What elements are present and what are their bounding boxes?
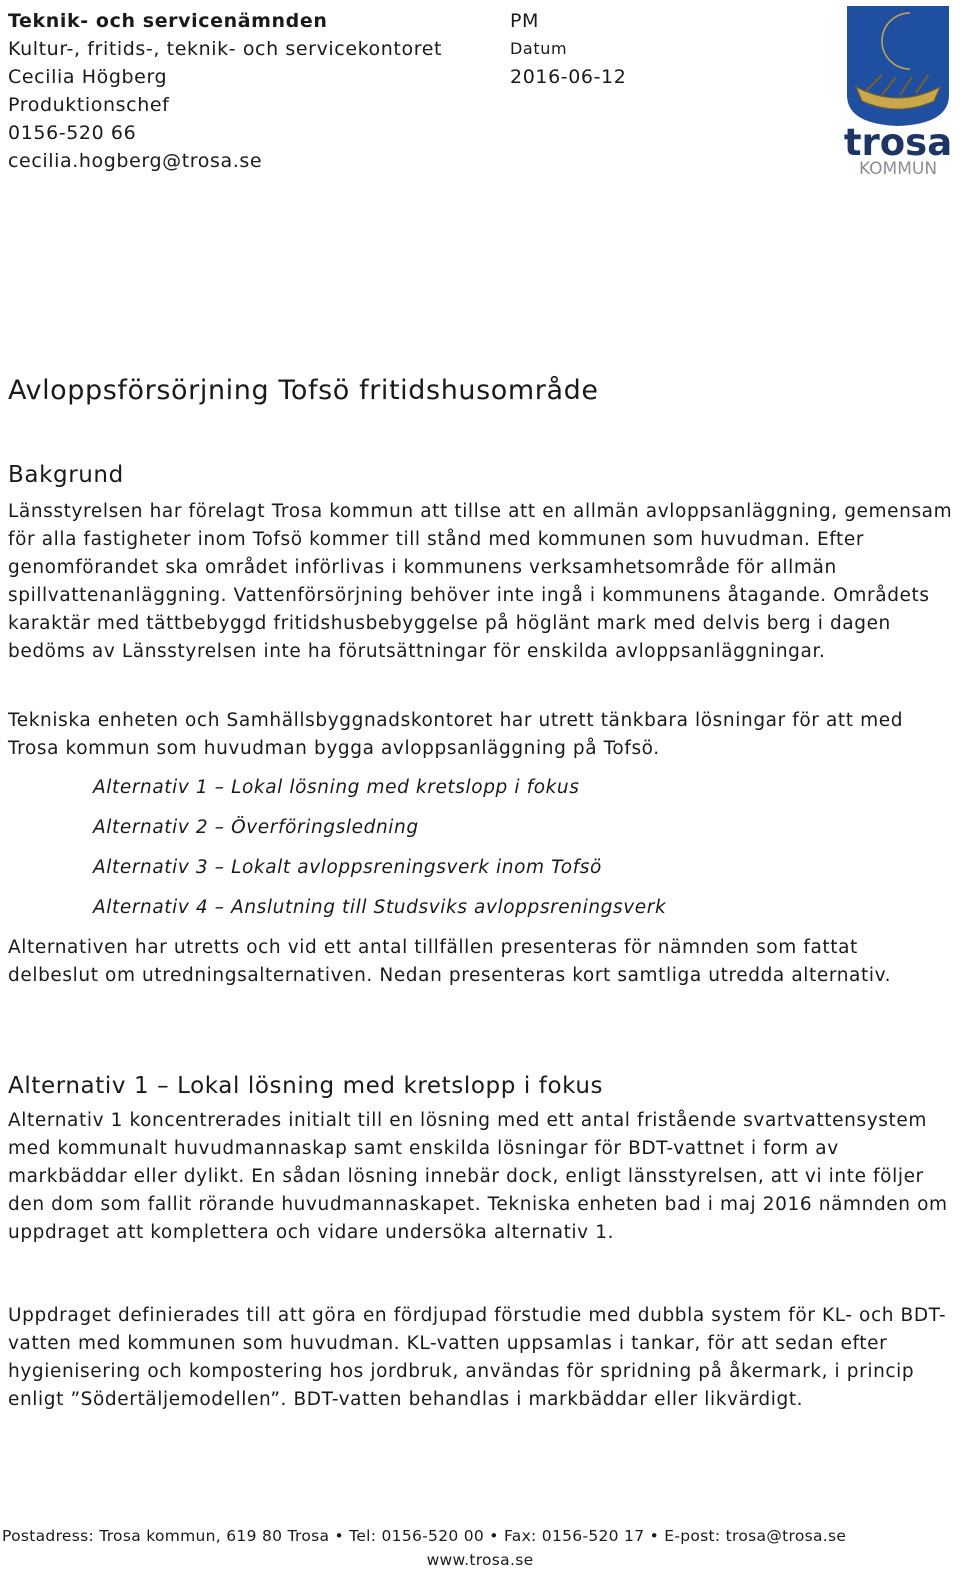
- alternative-item: Alternativ 2 – Överföringsledning: [93, 817, 419, 838]
- sender-phone: 0156-520 66: [8, 122, 137, 144]
- logo-subtitle: KOMMUN: [858, 159, 938, 178]
- sender-name: Cecilia Högberg: [8, 66, 168, 88]
- sender-email: cecilia.hogberg@trosa.se: [8, 150, 263, 172]
- document-title: Avloppsförsörjning Tofsö fritidshusområde: [8, 375, 599, 406]
- alternative-item: Alternativ 4 – Anslutning till Studsviks avloppsreningsverk: [93, 897, 667, 918]
- heading-bakgrund: Bakgrund: [8, 462, 124, 488]
- doc-date: 2016-06-12: [510, 66, 627, 88]
- alternative-item: Alternativ 3 – Lokalt avloppsreningsverk inom Tofsö: [93, 857, 602, 878]
- logo-wordmark: trosa: [843, 121, 953, 164]
- page-footer: [0, 1524, 960, 1572]
- trosa-kommun-logo: [842, 3, 954, 178]
- footer-contact-line: Postadress: Trosa kommun, 619 80 Trosa • Tel: 0156-520 00 • Fax: 0156-520 17 • E-post: trosa@trosa.se: [2, 1527, 847, 1545]
- sender-role: Produktionschef: [8, 94, 170, 116]
- doc-meta: [510, 7, 626, 91]
- bakgrund-paragraph-1: Länsstyrelsen har förelagt Trosa kommun att tillse att en allmän avloppsanläggning, gemensam för alla fastigheter inom Tofsö kommer till stånd med kommunen som huvudman. Efter genomförandet ska området införlivas i kommunens verksamhetsområde för allmän spillvattenanläggning. Vattenförsörjning behöver inte ingå i kommunens åtagande. Områdets karaktär med tättbebyggd fritidshusbebyggelse på höglänt mark med delvis berg i dagen bedöms av Länsstyrelsen inte ha förutsättningar för enskilda avloppsanläggningar.: [8, 501, 953, 662]
- doc-type: PM: [510, 10, 540, 32]
- heading-alternativ-1: Alternativ 1 – Lokal lösning med kretslopp i fokus: [8, 1073, 604, 1099]
- date-label: Datum: [510, 39, 568, 58]
- coat-of-arms-icon: [842, 3, 954, 178]
- sender-org: Teknik- och servicenämnden: [8, 10, 328, 32]
- footer-website: www.trosa.se: [426, 1551, 534, 1569]
- sender-block: [8, 7, 442, 175]
- bakgrund-paragraph-3: Alternativen har utretts och vid ett antal tillfällen presenteras för nämnden som fattat delbeslut om utredningsalternativen. Nedan presenteras kort samtliga utredda alternativ.: [8, 937, 892, 986]
- sender-office: Kultur-, fritids-, teknik- och servicekontoret: [8, 38, 443, 60]
- alt1-paragraph-1: Alternativ 1 koncentrerades initialt till en lösning med ett antal fristående svartvattensystem med kommunalt huvudmannaskap samt enskilda lösningar för BDT-vattnet i form av markbäddar eller dylikt. En sådan lösning innebär dock, enligt länsstyrelsen, att vi inte följer den dom som fallit rörande huvudmannaskapet. Tekniska enheten bad i maj 2016 nämnden om uppdraget att komplettera och vidare undersöka alternativ 1.: [8, 1110, 948, 1243]
- alt1-paragraph-2: Uppdraget definierades till att göra en fördjupad förstudie med dubbla system för KL- och BDT-vatten med kommunen som huvudman. KL-vatten uppsamlas i tankar, för att sedan efter hygienisering och kompostering hos jordbruk, användas för spridning på åkermark, i princip enligt ”Södertäljemodellen”. BDT-vatten behandlas i markbäddar eller likvärdigt.: [8, 1305, 947, 1410]
- alternative-item: Alternativ 1 – Lokal lösning med kretslopp i fokus: [93, 777, 580, 798]
- bakgrund-paragraph-2: Tekniska enheten och Samhällsbyggnadskontoret har utrett tänkbara lösningar för att med Trosa kommun som huvudman bygga avloppsanläggning på Tofsö.: [8, 710, 904, 759]
